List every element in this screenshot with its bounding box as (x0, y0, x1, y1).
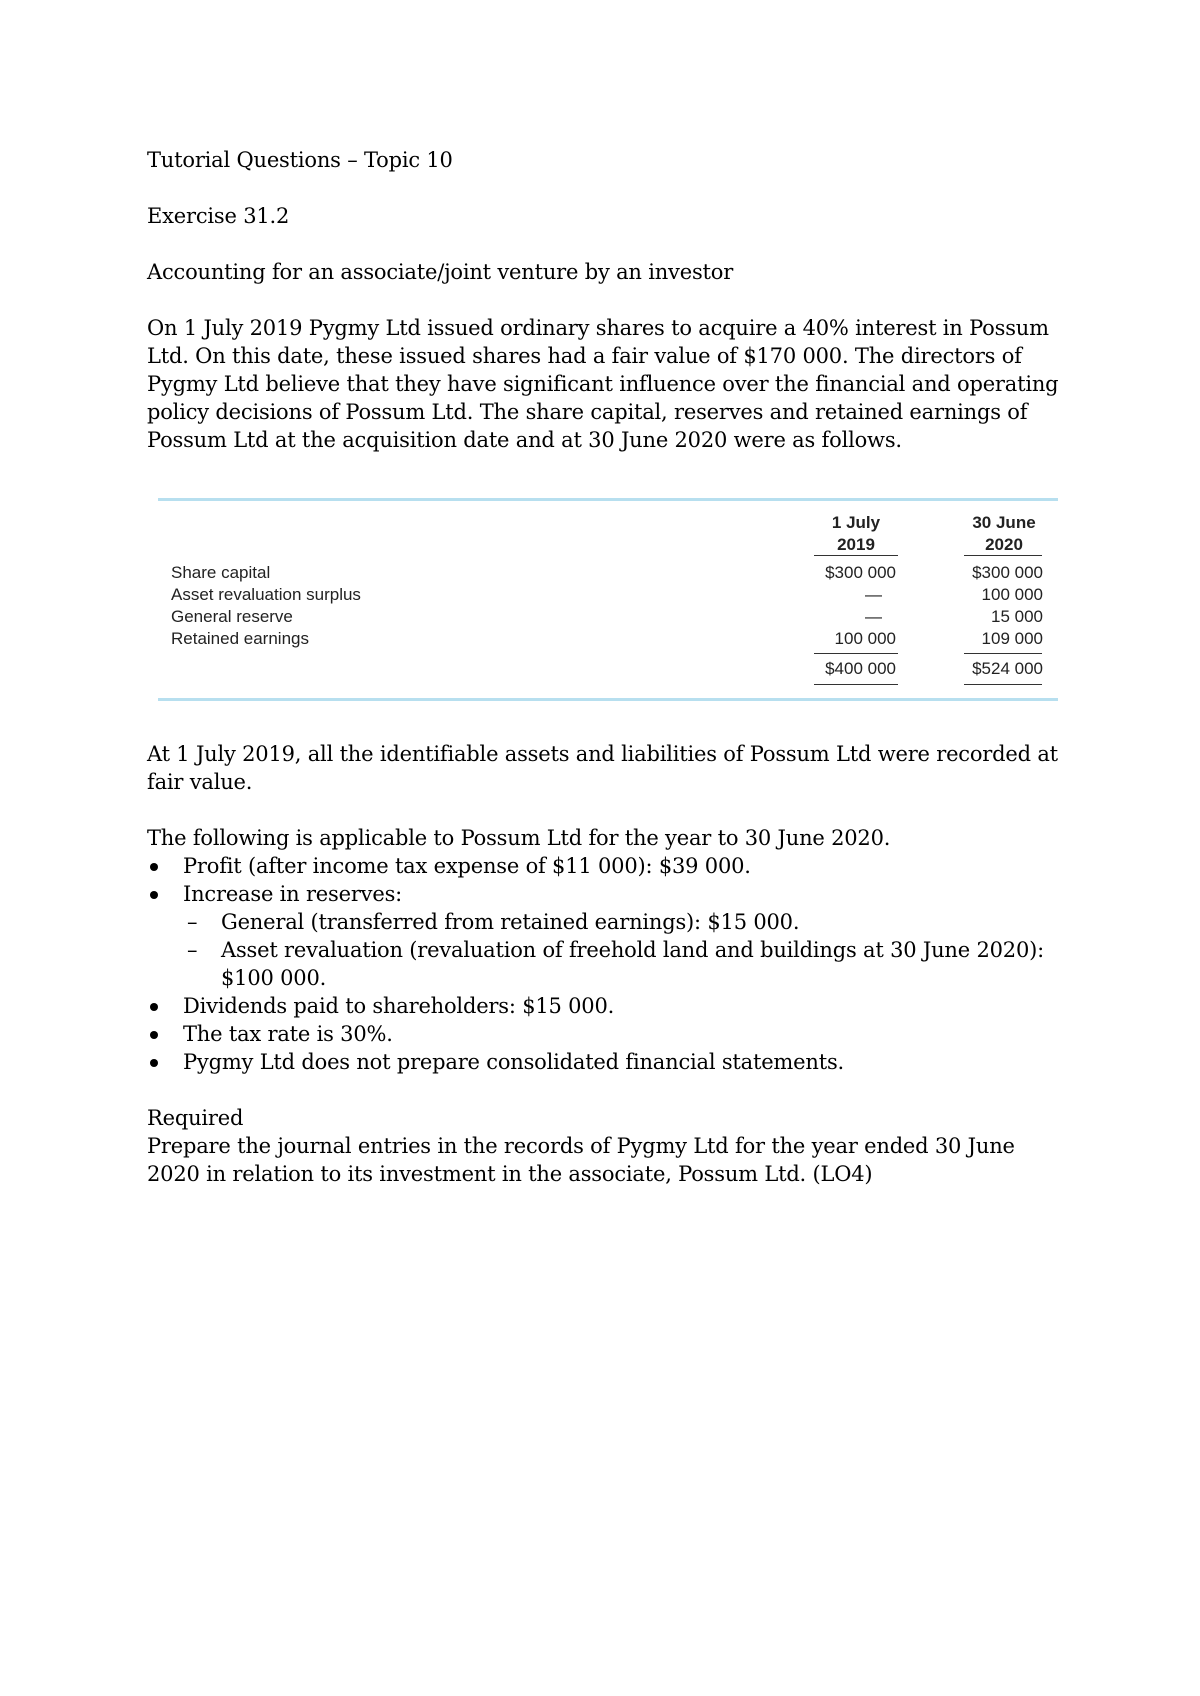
bullet-icon (150, 1031, 158, 1039)
facts-list (147, 852, 1067, 1076)
header-underline (964, 555, 1042, 556)
list-item: Pygmy Ltd does not prepare consolidated financial statements. (147, 1048, 1067, 1076)
table-row: Asset revaluation surplus — 100 000 (171, 585, 1043, 604)
bullet-icon (150, 891, 158, 899)
table-total-row: $400 000 $524 000 (825, 659, 1043, 678)
table-row: Share capital $300 000 $300 000 (171, 563, 1043, 582)
header-underline (814, 555, 898, 556)
document-heading: Tutorial Questions – Topic 10 (147, 148, 453, 172)
list-item: Profit (after income tax expense of $11 000): $39 000. (147, 852, 1067, 880)
subtotal-line (814, 653, 898, 654)
bullet-icon (150, 863, 158, 871)
list-item: Increase in reserves: – General (transferred from retained earnings): $15 000. – Asset revaluation (revaluation of freehold land and buildings at 30 June 2020): $100 000. (147, 880, 1067, 992)
table-row: Retained earnings 100 000 109 000 (171, 629, 1043, 648)
dash-icon: – (187, 938, 198, 962)
list-item: – Asset revaluation (revaluation of freehold land and buildings at 30 June 2020): $100 000. (187, 938, 1044, 990)
list-item: The tax rate is 30%. (147, 1020, 1067, 1048)
total-underline (964, 684, 1042, 685)
column-header-1-july-2019: 1 July 2019 (831, 513, 881, 554)
table-bottom-rule (158, 698, 1058, 701)
exercise-number: Exercise 31.2 (147, 204, 290, 228)
bullet-icon (150, 1003, 158, 1011)
total-underline (814, 684, 898, 685)
list-item: Dividends paid to shareholders: $15 000. (147, 992, 1067, 1020)
document-body-continued (147, 740, 1067, 1188)
required-heading: Required (147, 1106, 244, 1130)
intro-paragraph: On 1 July 2019 Pygmy Ltd issued ordinary shares to acquire a 40% interest in Possum Ltd. On this date, these issued shares had a fair value of $170 000. The directors of Pygmy Ltd believe that they have significant influence over the financial and operating policy decisions of Possum Ltd. The share capital, reserves and retained earnings of Possum Ltd at the acquisition date and at 30 June 2020 were as follows. (147, 316, 1059, 452)
reserves-sublist (183, 908, 1067, 992)
list-item: – General (transferred from retained earnings): $15 000. (187, 910, 800, 934)
equity-table (158, 498, 1058, 702)
exercise-subtitle: Accounting for an associate/joint venture by an investor (147, 260, 734, 284)
applicable-paragraph: The following is applicable to Possum Ltd for the year to 30 June 2020. (147, 826, 891, 850)
bullet-icon (150, 1059, 158, 1067)
dash-icon: – (187, 910, 198, 934)
document-body (147, 140, 1067, 454)
required-text: Prepare the journal entries in the records of Pygmy Ltd for the year ended 30 June 2020 in relation to its investment in the associate, Possum Ltd. (LO4) (147, 1134, 1015, 1186)
fair-value-paragraph: At 1 July 2019, all the identifiable assets and liabilities of Possum Ltd were recorded at fair value. (147, 742, 1058, 794)
column-header-30-june-2020: 30 June 2020 (972, 513, 1036, 554)
table-row: General reserve — 15 000 (171, 607, 1043, 626)
subtotal-line (964, 653, 1042, 654)
table-top-rule (158, 498, 1058, 501)
